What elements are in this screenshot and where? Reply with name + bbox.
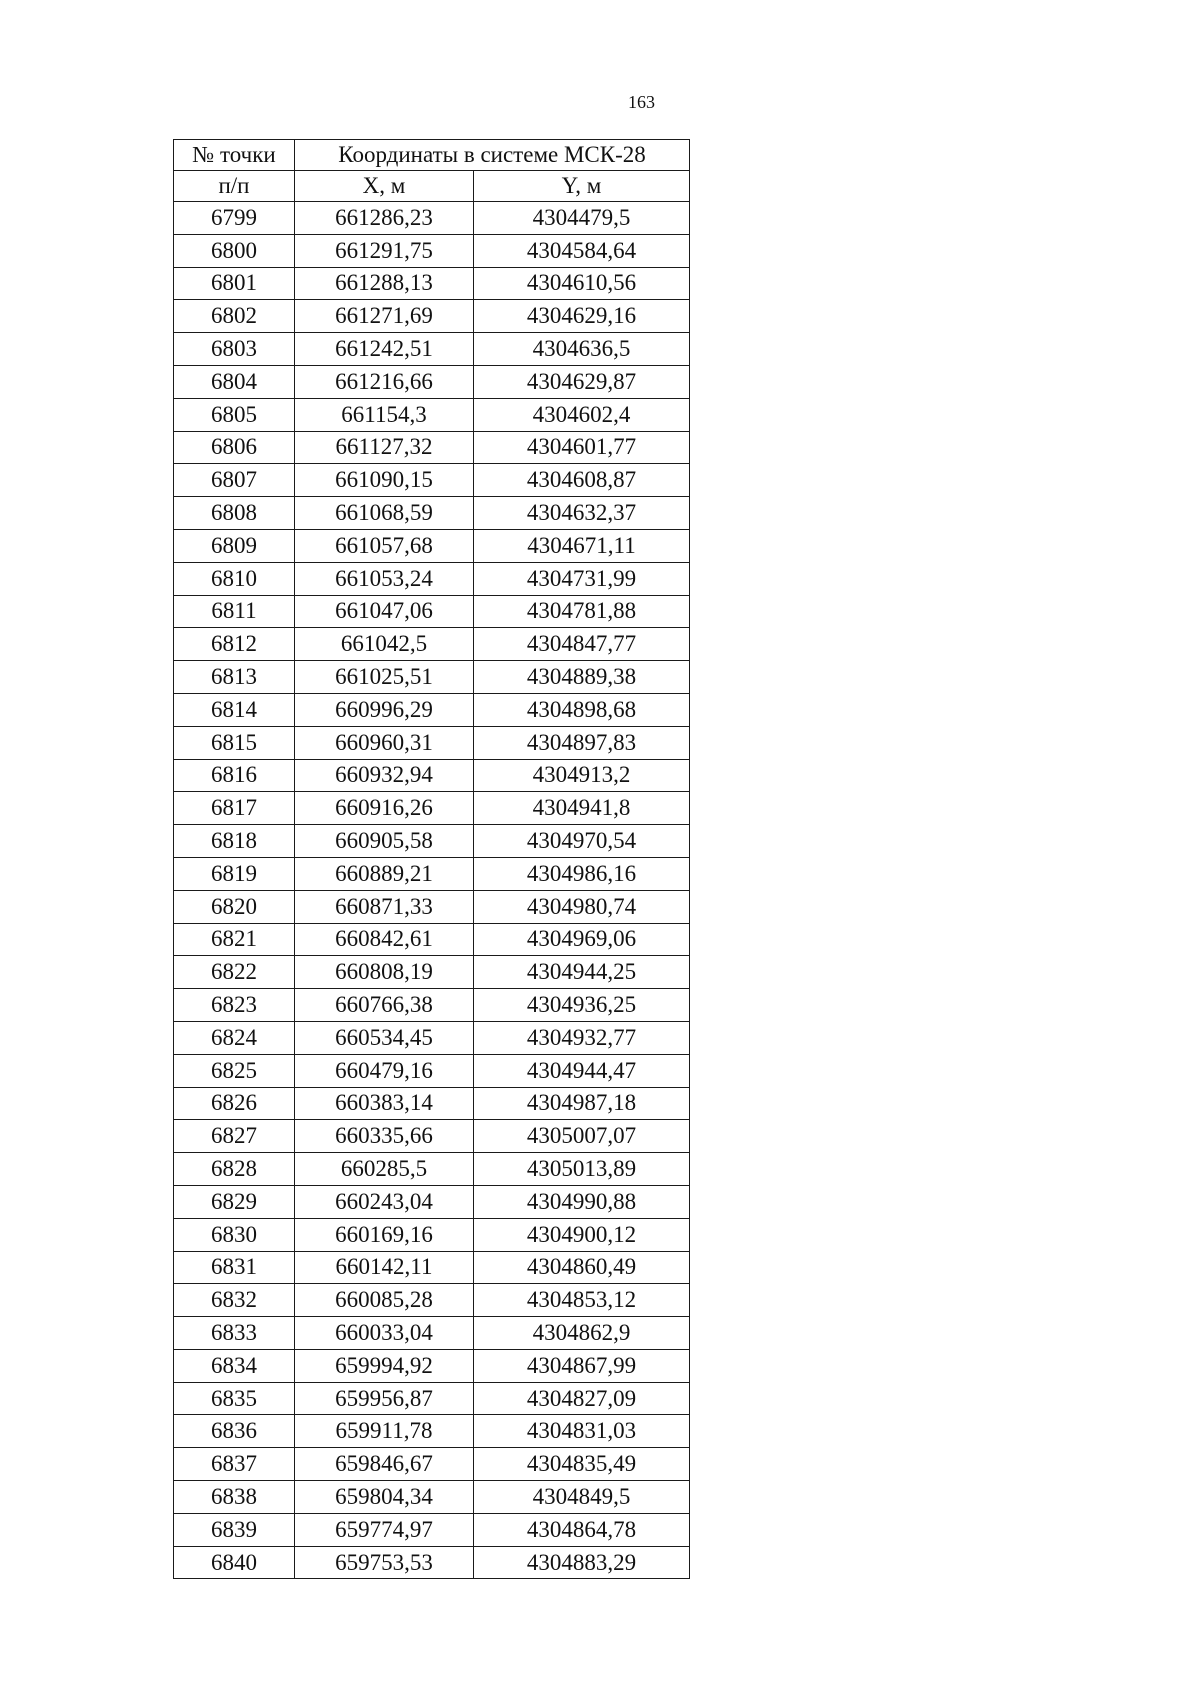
cell-x-coordinate: 659774,97 bbox=[295, 1513, 474, 1546]
cell-point-number: 6812 bbox=[174, 628, 295, 661]
cell-x-coordinate: 659994,92 bbox=[295, 1349, 474, 1382]
table-row bbox=[174, 1513, 690, 1546]
cell-y-coordinate: 4304990,88 bbox=[474, 1185, 690, 1218]
cell-x-coordinate: 660383,14 bbox=[295, 1087, 474, 1120]
cell-point-number: 6810 bbox=[174, 562, 295, 595]
table-row bbox=[174, 759, 690, 792]
cell-point-number: 6822 bbox=[174, 956, 295, 989]
table-row bbox=[174, 562, 690, 595]
cell-y-coordinate: 4304849,5 bbox=[474, 1481, 690, 1514]
table-row bbox=[174, 989, 690, 1022]
cell-x-coordinate: 661053,24 bbox=[295, 562, 474, 595]
table-subheader-row bbox=[174, 171, 690, 202]
cell-y-coordinate: 4304479,5 bbox=[474, 202, 690, 235]
cell-x-coordinate: 661127,32 bbox=[295, 431, 474, 464]
cell-x-coordinate: 661090,15 bbox=[295, 464, 474, 497]
table-row bbox=[174, 1218, 690, 1251]
table-row bbox=[174, 1349, 690, 1382]
coordinates-table-body bbox=[174, 140, 690, 1579]
cell-point-number: 6803 bbox=[174, 333, 295, 366]
cell-y-coordinate: 4304944,47 bbox=[474, 1054, 690, 1087]
cell-point-number: 6831 bbox=[174, 1251, 295, 1284]
cell-point-number: 6830 bbox=[174, 1218, 295, 1251]
cell-y-coordinate: 4305013,89 bbox=[474, 1153, 690, 1186]
cell-y-coordinate: 4304936,25 bbox=[474, 989, 690, 1022]
cell-y-coordinate: 4304835,49 bbox=[474, 1448, 690, 1481]
cell-y-coordinate: 4304853,12 bbox=[474, 1284, 690, 1317]
cell-y-coordinate: 4304601,77 bbox=[474, 431, 690, 464]
table-row bbox=[174, 365, 690, 398]
cell-point-number: 6808 bbox=[174, 497, 295, 530]
cell-x-coordinate: 661288,13 bbox=[295, 267, 474, 300]
cell-y-coordinate: 4304602,4 bbox=[474, 398, 690, 431]
page-number: 163 bbox=[628, 92, 655, 112]
cell-x-coordinate: 660285,5 bbox=[295, 1153, 474, 1186]
cell-x-coordinate: 661271,69 bbox=[295, 300, 474, 333]
cell-y-coordinate: 4304632,37 bbox=[474, 497, 690, 530]
cell-point-number: 6839 bbox=[174, 1513, 295, 1546]
cell-point-number: 6833 bbox=[174, 1317, 295, 1350]
cell-point-number: 6829 bbox=[174, 1185, 295, 1218]
table-row bbox=[174, 267, 690, 300]
table-row bbox=[174, 1284, 690, 1317]
table-row bbox=[174, 1120, 690, 1153]
cell-point-number: 6815 bbox=[174, 726, 295, 759]
table-header-row bbox=[174, 140, 690, 171]
cell-x-coordinate: 659753,53 bbox=[295, 1546, 474, 1579]
table-row bbox=[174, 202, 690, 235]
cell-y-coordinate: 4304671,11 bbox=[474, 529, 690, 562]
cell-x-coordinate: 661154,3 bbox=[295, 398, 474, 431]
cell-point-number: 6811 bbox=[174, 595, 295, 628]
header-point-number: № точки bbox=[174, 140, 295, 171]
cell-x-coordinate: 660916,26 bbox=[295, 792, 474, 825]
cell-x-coordinate: 660808,19 bbox=[295, 956, 474, 989]
cell-x-coordinate: 661242,51 bbox=[295, 333, 474, 366]
cell-x-coordinate: 660534,45 bbox=[295, 1021, 474, 1054]
cell-y-coordinate: 4304862,9 bbox=[474, 1317, 690, 1350]
cell-point-number: 6838 bbox=[174, 1481, 295, 1514]
cell-x-coordinate: 659804,34 bbox=[295, 1481, 474, 1514]
table-row bbox=[174, 300, 690, 333]
cell-y-coordinate: 4304608,87 bbox=[474, 464, 690, 497]
table-row bbox=[174, 464, 690, 497]
cell-y-coordinate: 4304827,09 bbox=[474, 1382, 690, 1415]
cell-x-coordinate: 660905,58 bbox=[295, 825, 474, 858]
cell-y-coordinate: 4304883,29 bbox=[474, 1546, 690, 1579]
cell-x-coordinate: 661068,59 bbox=[295, 497, 474, 530]
cell-y-coordinate: 4304944,25 bbox=[474, 956, 690, 989]
cell-y-coordinate: 4304969,06 bbox=[474, 923, 690, 956]
table-row bbox=[174, 1021, 690, 1054]
cell-x-coordinate: 661286,23 bbox=[295, 202, 474, 235]
table-row bbox=[174, 956, 690, 989]
table-row bbox=[174, 1546, 690, 1579]
cell-y-coordinate: 4304932,77 bbox=[474, 1021, 690, 1054]
cell-y-coordinate: 4304980,74 bbox=[474, 890, 690, 923]
cell-y-coordinate: 4304847,77 bbox=[474, 628, 690, 661]
cell-point-number: 6820 bbox=[174, 890, 295, 923]
cell-x-coordinate: 661042,5 bbox=[295, 628, 474, 661]
cell-point-number: 6801 bbox=[174, 267, 295, 300]
table-row bbox=[174, 1317, 690, 1350]
cell-point-number: 6806 bbox=[174, 431, 295, 464]
cell-y-coordinate: 4304610,56 bbox=[474, 267, 690, 300]
cell-point-number: 6814 bbox=[174, 693, 295, 726]
cell-y-coordinate: 4304636,5 bbox=[474, 333, 690, 366]
cell-x-coordinate: 660766,38 bbox=[295, 989, 474, 1022]
cell-x-coordinate: 661057,68 bbox=[295, 529, 474, 562]
cell-y-coordinate: 4304898,68 bbox=[474, 693, 690, 726]
cell-point-number: 6836 bbox=[174, 1415, 295, 1448]
table-row bbox=[174, 1481, 690, 1514]
table-row bbox=[174, 792, 690, 825]
cell-point-number: 6804 bbox=[174, 365, 295, 398]
cell-y-coordinate: 4304889,38 bbox=[474, 661, 690, 694]
cell-point-number: 6826 bbox=[174, 1087, 295, 1120]
table-row bbox=[174, 661, 690, 694]
cell-point-number: 6821 bbox=[174, 923, 295, 956]
table-row bbox=[174, 726, 690, 759]
cell-x-coordinate: 661047,06 bbox=[295, 595, 474, 628]
table-row bbox=[174, 431, 690, 464]
coordinates-table bbox=[173, 139, 690, 1579]
cell-point-number: 6818 bbox=[174, 825, 295, 858]
cell-x-coordinate: 661025,51 bbox=[295, 661, 474, 694]
header-coords-title: Координаты в системе МСК-28 bbox=[295, 140, 690, 171]
cell-point-number: 6819 bbox=[174, 857, 295, 890]
cell-y-coordinate: 4304629,87 bbox=[474, 365, 690, 398]
cell-point-number: 6800 bbox=[174, 234, 295, 267]
table-row bbox=[174, 1087, 690, 1120]
table-row bbox=[174, 234, 690, 267]
cell-y-coordinate: 4305007,07 bbox=[474, 1120, 690, 1153]
header-point-number-sub: п/п bbox=[174, 171, 295, 202]
cell-point-number: 6828 bbox=[174, 1153, 295, 1186]
cell-point-number: 6817 bbox=[174, 792, 295, 825]
table-row bbox=[174, 398, 690, 431]
cell-x-coordinate: 660335,66 bbox=[295, 1120, 474, 1153]
cell-y-coordinate: 4304867,99 bbox=[474, 1349, 690, 1382]
table-row bbox=[174, 923, 690, 956]
cell-point-number: 6840 bbox=[174, 1546, 295, 1579]
cell-y-coordinate: 4304781,88 bbox=[474, 595, 690, 628]
cell-x-coordinate: 660033,04 bbox=[295, 1317, 474, 1350]
cell-point-number: 6799 bbox=[174, 202, 295, 235]
cell-point-number: 6816 bbox=[174, 759, 295, 792]
table-row bbox=[174, 595, 690, 628]
cell-x-coordinate: 660932,94 bbox=[295, 759, 474, 792]
cell-point-number: 6827 bbox=[174, 1120, 295, 1153]
table-row bbox=[174, 857, 690, 890]
cell-x-coordinate: 659911,78 bbox=[295, 1415, 474, 1448]
cell-y-coordinate: 4304900,12 bbox=[474, 1218, 690, 1251]
table-row bbox=[174, 529, 690, 562]
cell-point-number: 6805 bbox=[174, 398, 295, 431]
cell-y-coordinate: 4304970,54 bbox=[474, 825, 690, 858]
cell-y-coordinate: 4304629,16 bbox=[474, 300, 690, 333]
cell-point-number: 6802 bbox=[174, 300, 295, 333]
cell-point-number: 6807 bbox=[174, 464, 295, 497]
cell-y-coordinate: 4304913,2 bbox=[474, 759, 690, 792]
cell-point-number: 6834 bbox=[174, 1349, 295, 1382]
cell-point-number: 6832 bbox=[174, 1284, 295, 1317]
table-row bbox=[174, 890, 690, 923]
table-row bbox=[174, 1415, 690, 1448]
cell-y-coordinate: 4304860,49 bbox=[474, 1251, 690, 1284]
header-x: X, м bbox=[295, 171, 474, 202]
cell-x-coordinate: 660085,28 bbox=[295, 1284, 474, 1317]
cell-y-coordinate: 4304584,64 bbox=[474, 234, 690, 267]
table-row bbox=[174, 1448, 690, 1481]
cell-x-coordinate: 660479,16 bbox=[295, 1054, 474, 1087]
cell-y-coordinate: 4304987,18 bbox=[474, 1087, 690, 1120]
table-row bbox=[174, 497, 690, 530]
cell-x-coordinate: 660996,29 bbox=[295, 693, 474, 726]
table-row bbox=[174, 333, 690, 366]
table-row bbox=[174, 1054, 690, 1087]
cell-y-coordinate: 4304941,8 bbox=[474, 792, 690, 825]
cell-x-coordinate: 660842,61 bbox=[295, 923, 474, 956]
cell-x-coordinate: 660871,33 bbox=[295, 890, 474, 923]
cell-y-coordinate: 4304986,16 bbox=[474, 857, 690, 890]
cell-point-number: 6837 bbox=[174, 1448, 295, 1481]
table-row bbox=[174, 1185, 690, 1218]
cell-point-number: 6809 bbox=[174, 529, 295, 562]
table-row bbox=[174, 1251, 690, 1284]
cell-x-coordinate: 660960,31 bbox=[295, 726, 474, 759]
table-row bbox=[174, 825, 690, 858]
cell-point-number: 6823 bbox=[174, 989, 295, 1022]
cell-x-coordinate: 659846,67 bbox=[295, 1448, 474, 1481]
table-row bbox=[174, 693, 690, 726]
cell-x-coordinate: 660169,16 bbox=[295, 1218, 474, 1251]
cell-y-coordinate: 4304897,83 bbox=[474, 726, 690, 759]
cell-point-number: 6835 bbox=[174, 1382, 295, 1415]
header-y: Y, м bbox=[474, 171, 690, 202]
table-row bbox=[174, 1153, 690, 1186]
cell-point-number: 6813 bbox=[174, 661, 295, 694]
cell-point-number: 6824 bbox=[174, 1021, 295, 1054]
cell-x-coordinate: 660889,21 bbox=[295, 857, 474, 890]
cell-x-coordinate: 660243,04 bbox=[295, 1185, 474, 1218]
table-row bbox=[174, 628, 690, 661]
cell-y-coordinate: 4304731,99 bbox=[474, 562, 690, 595]
cell-y-coordinate: 4304831,03 bbox=[474, 1415, 690, 1448]
cell-point-number: 6825 bbox=[174, 1054, 295, 1087]
cell-x-coordinate: 660142,11 bbox=[295, 1251, 474, 1284]
cell-y-coordinate: 4304864,78 bbox=[474, 1513, 690, 1546]
cell-x-coordinate: 659956,87 bbox=[295, 1382, 474, 1415]
table-row bbox=[174, 1382, 690, 1415]
cell-x-coordinate: 661291,75 bbox=[295, 234, 474, 267]
cell-x-coordinate: 661216,66 bbox=[295, 365, 474, 398]
